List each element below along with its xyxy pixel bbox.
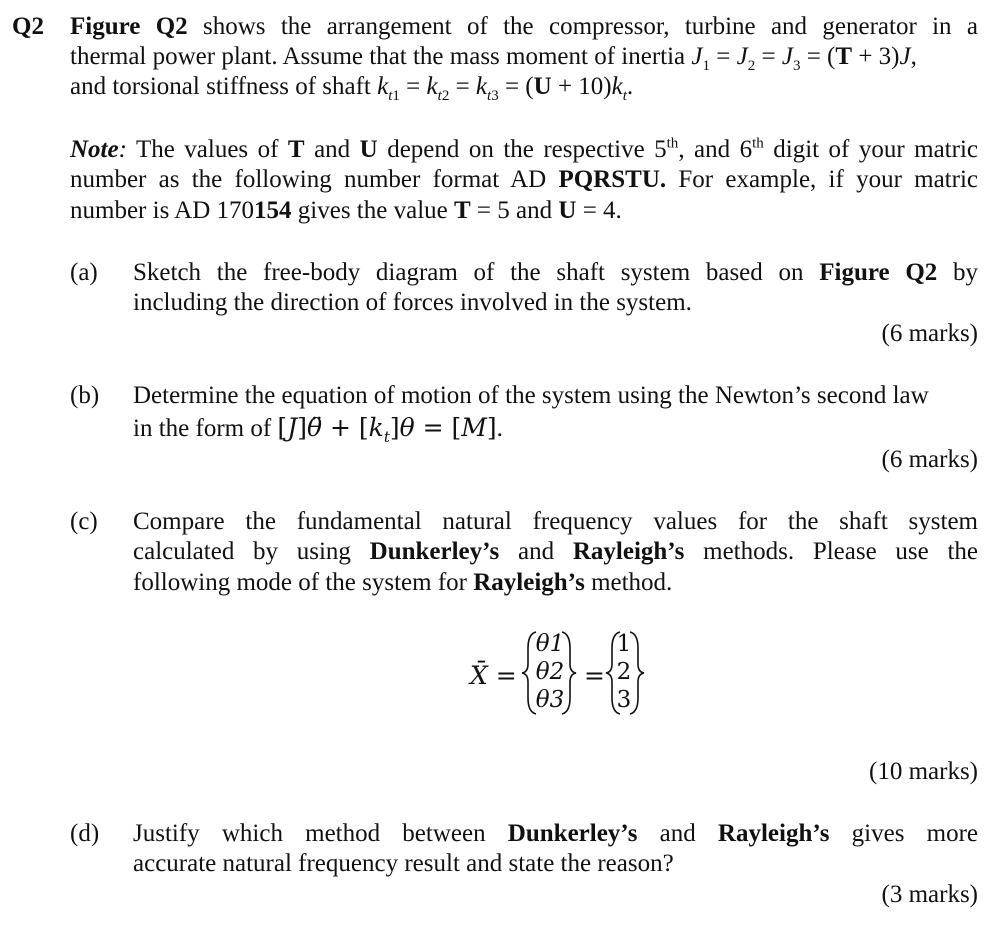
inertia-expression: $J_1 = J_2 = J_3 = (T + 3)J$, — [691, 43, 917, 74]
figure-reference: Figure Q2 — [70, 13, 188, 40]
intro-text-1: shows the arrangement of the compressor, turbine and generator in a — [187, 13, 978, 40]
question-number: Q2 — [12, 13, 44, 40]
theta-3: θ3 — [535, 687, 565, 713]
intro-line-3 — [70, 72, 633, 102]
mode-vector-lhs: X̄ = — [470, 661, 517, 690]
part-c-line-1: Compare the fundamental natural frequency values for the shaft system — [133, 508, 978, 535]
part-d-label: (d) — [70, 820, 100, 847]
part-a-marks: (6 marks) — [881, 320, 978, 347]
part-a-label: (a) — [70, 259, 98, 286]
note-text-1: : The values of T and U depend on the respective 5th, and 6th digit of your matric — [118, 135, 978, 163]
mode-value-1: 1 — [616, 631, 632, 657]
part-b-line-1: Determine the equation of motion of the system using the Newton’s second law — [133, 382, 929, 409]
part-b-marks: (6 marks) — [881, 446, 978, 473]
theta-1: θ1 — [535, 631, 565, 657]
note-label: Note — [70, 136, 119, 163]
part-c-label: (c) — [70, 508, 98, 535]
part-a-line-2: including the direction of forces involved in the system. — [133, 289, 692, 316]
part-c-line-2: calculated by using Dunkerley’s and Rayleigh’s methods. Please use the — [133, 538, 978, 565]
part-b-line-2: in the form of [J]θ̈ + $[k_t]\theta = [M]$. — [133, 413, 503, 446]
theta-2: θ2 — [535, 659, 565, 685]
equals-sign: = — [584, 661, 605, 690]
part-c-line-3: following mode of the system for Rayleigh’s method. — [133, 569, 673, 596]
note-line-3: number is AD 170154 gives the value T = 5 and U = 4. — [70, 197, 622, 224]
part-d-line-2: accurate natural frequency result and state the reason? — [133, 850, 674, 877]
intro-text-3: and torsional stiffness of shaft — [70, 73, 378, 100]
intro-line-2 — [70, 42, 978, 72]
part-d-line-1: Justify which method between Dunkerley’s and Rayleigh’s gives more — [133, 820, 978, 847]
part-d-marks: (3 marks) — [881, 881, 978, 908]
intro-text-2: thermal power plant. Assume that the mass moment of inertia — [70, 43, 692, 70]
note-line-2: number as the following number format AD PQRSTU. For example, if your matric — [70, 166, 978, 193]
mode-value-3: 3 — [616, 687, 632, 713]
part-c-marks: (10 marks) — [869, 758, 978, 785]
stiffness-expression: $k_{t1} = k_{t2} = k_{t3} = (U + 10)k_t$. — [377, 73, 634, 104]
note-line-1 — [70, 135, 978, 165]
intro-line-1 — [70, 12, 978, 42]
part-b-label: (b) — [70, 382, 100, 409]
part-a-line-1: Sketch the free-body diagram of the shaft system based on Figure Q2 by — [133, 259, 978, 286]
mode-value-2: 2 — [616, 659, 632, 685]
